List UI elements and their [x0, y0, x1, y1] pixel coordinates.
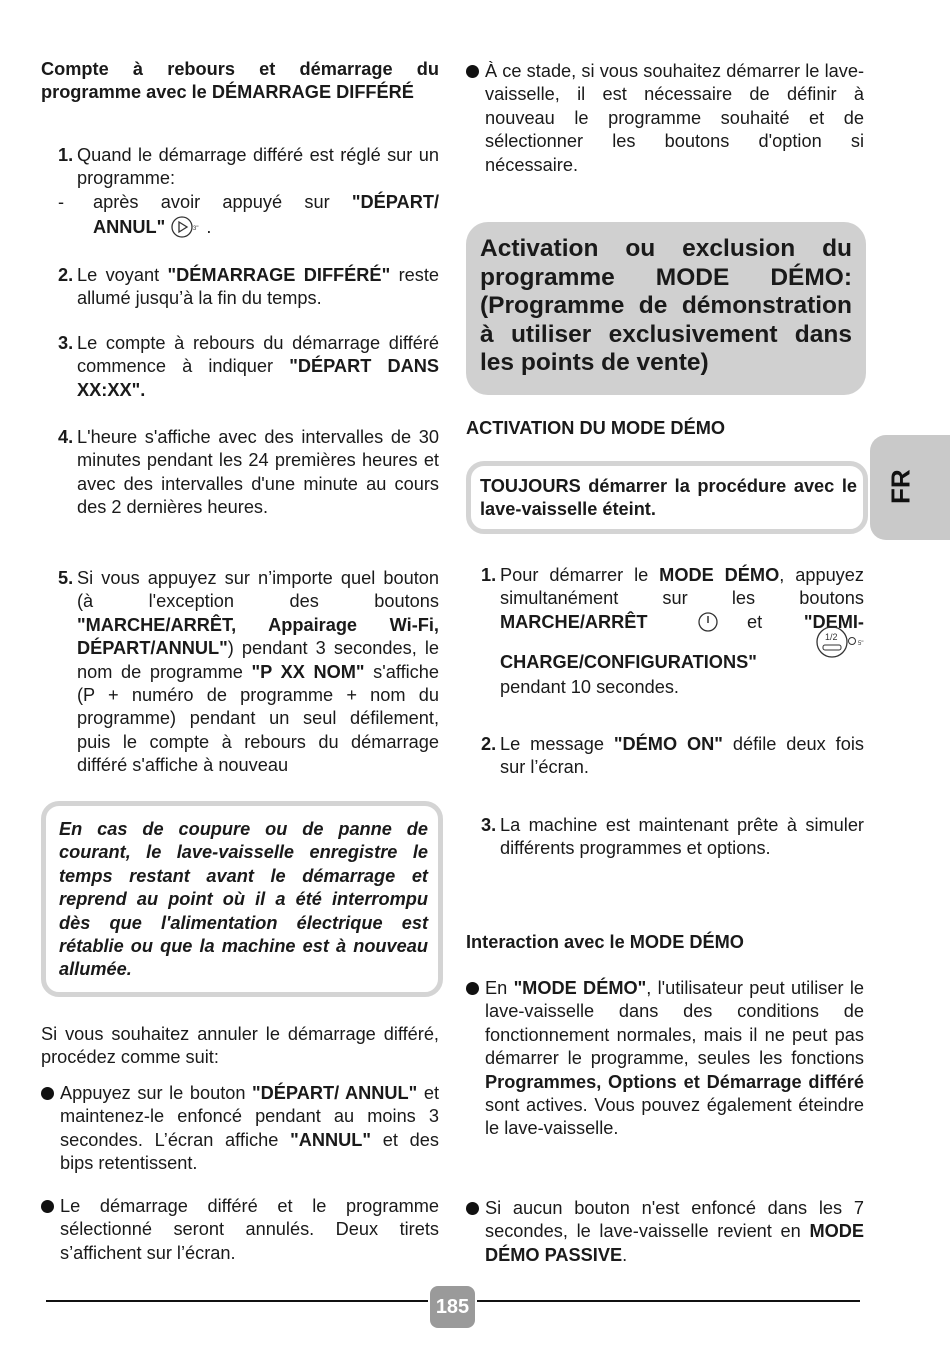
bullet-dot [466, 65, 479, 78]
step-text: Le message "DÉMO ON" défile deux fois sur l’écran. [500, 734, 864, 778]
power-icon [696, 610, 720, 634]
svg-text:5": 5" [858, 640, 864, 647]
interaction-heading: Interaction avec le MODE DÉMO [466, 932, 744, 952]
demo-bullet-top [466, 60, 864, 177]
svg-text:1/2: 1/2 [825, 631, 838, 642]
bullet-text: En "MODE DÉMO", l'utilisateur peut utiliser le lave-vaisselle dans des conditions de fonctionnement normales, mais il ne peut pas démarrer le programme, seules les fonctions Programmes, Options et Démarrage différé sont actives. Vous pouvez également éteindre le lave-vaisselle. [485, 978, 864, 1139]
demo-step-3: 3. La machine est maintenant prête à simuler différents programmes et options. [481, 814, 864, 861]
item-text: Le voyant "DÉMARRAGE DIFFÉRÉ" reste allumé jusqu’à la fin du temps. [77, 265, 439, 309]
item-text: Quand le démarrage différé est réglé sur un programme: [77, 145, 439, 189]
delayed-start-heading: Compte à rebours et démarrage du programme avec le DÉMARRAGE DIFFÉRÉ [41, 59, 439, 103]
list-item-1 [58, 144, 439, 242]
item-text: Si vous appuyez sur n’importe quel bouton (à l'exception des boutons "MARCHE/ARRÊT, Appairage Wi-Fi, DÉPART/ANNUL") pendant 3 secondes, le nom de programme "P XX NOM" s'affiche (P + numéro de programme + nom du programme) pendant un seul défilement, puis le compte à rebours du démarrage différé s'affiche à nouveau [77, 568, 439, 776]
power-button-label: MARCHE/ARRÊT [500, 611, 648, 632]
bullet-dot [466, 982, 479, 995]
bullet-dot [41, 1200, 54, 1213]
interaction-bullet-2 [466, 1197, 864, 1267]
item-text: Le compte à rebours du démarrage différé commence à indiquer "DÉPART DANS XX:XX". [77, 333, 440, 400]
list-item-3: 3. Le compte à rebours du démarrage différé commence à indiquer "DÉPART DANS XX:XX". [58, 332, 439, 402]
bullet-dot [41, 1087, 54, 1100]
bullet-text: Appuyez sur le bouton "DÉPART/ ANNUL" et maintenez-le enfoncé pendant au moins 3 secondes. L’écran affiche "ANNUL" et des bips retentissent. [60, 1083, 439, 1174]
page-number: 185 [430, 1286, 475, 1328]
sub-item-text: après avoir appuyé sur "DÉPART/ ANNUL" 3" . [93, 191, 439, 242]
demo-step-1: 1. Pour démarrer le MODE DÉMO, appuyez simultanément sur les boutons MARCHE/ARRÊT et "DEMI- CHARGE/CONFIGURATIONS" 1/2 5" pendant 10 secondes. [481, 564, 864, 699]
activation-heading: ACTIVATION DU MODE DÉMO [466, 418, 725, 438]
play-3s-icon [170, 214, 206, 242]
demo-mode-title-box [466, 222, 866, 395]
cancel-intro: Si vous souhaitez annuler le démarrage différé, procédez comme suit: [41, 1024, 439, 1068]
step-text-line1: Pour démarrer le MODE DÉMO, appuyez simultanément sur les boutons [500, 565, 864, 609]
bullet-text: À ce stade, si vous souhaitez démarrer le lave-vaisselle, il est nécessaire de définir à nouveau le programme souhaité et de sélectionner les boutons d'option si nécessaire. [485, 61, 864, 175]
item-text: L'heure s'affiche avec des intervalles de 30 minutes pendant les 24 premières heures et avec des intervalles d'une minute au cours des 2 dernières heures. [77, 427, 439, 518]
cancel-bullet-1 [41, 1082, 439, 1176]
list-item-5: 5. Si vous appuyez sur n’importe quel bouton (à l'exception des boutons "MARCHE/ARRÊT, Appairage Wi-Fi, DÉPART/ANNUL") pendant 3 secondes, le nom de programme "P XX NOM" s'affiche (P + numéro de programme + nom du programme) pendant un seul défilement, puis le compte à rebours du démarrage différé s'affiche à nouveau [58, 567, 439, 778]
language-tab-label: FR [885, 469, 916, 505]
bullet-text: Si aucun bouton n'est enfoncé dans les 7 secondes, le lave-vaisselle revient en MODE DÉMO PASSIVE. [485, 1198, 864, 1265]
step-text-end: pendant 10 secondes. [500, 676, 679, 697]
list-item-2: 2. Le voyant "DÉMARRAGE DIFFÉRÉ" reste allumé jusqu’à la fin du temps. [58, 264, 439, 311]
bullet-text: Le démarrage différé et le programme sélectionné seront annulés. Deux tirets s’affichent sur l’écran. [60, 1196, 439, 1263]
dash-marker: - [58, 191, 65, 212]
warning-text: TOUJOURS démarrer la procédure avec le lave-vaisselle éteint. [480, 476, 857, 520]
item-number: 1. [58, 145, 74, 165]
footer-rule-right [477, 1300, 860, 1302]
interaction-bullet-1 [466, 977, 864, 1141]
cancel-bullet-2 [41, 1195, 439, 1265]
warning-box [466, 461, 868, 534]
footer-rule-left [46, 1300, 428, 1302]
demo-step-2: 2. Le message "DÉMO ON" défile deux fois sur l’écran. [481, 733, 864, 780]
power-failure-note-box [41, 801, 443, 997]
half-load-5s-icon [814, 624, 866, 660]
power-failure-note: En cas de coupure ou de panne de courant, le lave-vaisselle enregistre le temps restant avant le démarrage et reprend au point où il a été interrompu dès que l'alimentation électrique est rétablie ou que la machine est à nouveau allumée. [59, 819, 428, 980]
step-text: La machine est maintenant prête à simuler différents programmes et options. [500, 815, 864, 859]
half-load-button-label: CHARGE/CONFIGURATIONS" [500, 651, 757, 672]
demo-mode-title: Activation ou exclusion du programme MODE DÉMO: (Programme de démonstration à utiliser exclusivement dans les points de vente) [480, 235, 852, 377]
bullet-dot [466, 1202, 479, 1215]
svg-text:3": 3" [193, 226, 199, 233]
list-item-4: 4. L'heure s'affiche avec des intervalles de 30 minutes pendant les 24 premières heures et avec des intervalles d'une minute au cours des 2 dernières heures. [58, 426, 439, 520]
language-tab [870, 435, 950, 540]
